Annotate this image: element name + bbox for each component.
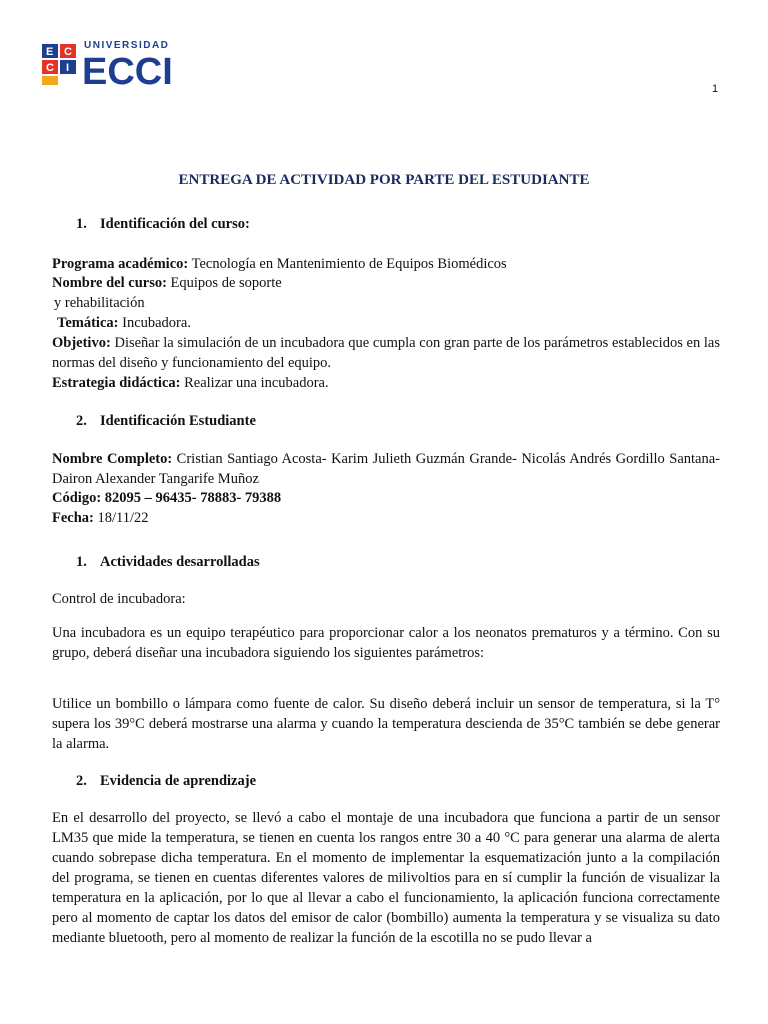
fecha-line <box>52 508 149 528</box>
programa-line <box>52 254 507 274</box>
nombre-completo-paragraph <box>52 449 720 489</box>
svg-text:I: I <box>66 62 70 74</box>
section-number: 1. <box>76 216 87 232</box>
section-title: Identificación del curso: <box>100 216 250 232</box>
document-title: ENTREGA DE ACTIVIDAD POR PARTE DEL ESTUDIANTE <box>178 172 590 188</box>
field-label: Temática: <box>57 315 119 331</box>
section-heading-3 <box>76 552 260 572</box>
section-title: Evidencia de aprendizaje <box>100 773 257 789</box>
page-number: 1 <box>712 83 719 95</box>
paragraph-incubadora: Una incubadora es un equipo terapéutico para proporcionar calor a los neonatos prematuros y a término. Con su grupo, deberá diseñar una incubadora siguiendo los siguientes parámetros: <box>52 625 720 661</box>
svg-text:C: C <box>46 62 54 74</box>
nombre-curso-continued: y rehabilitación <box>54 295 145 311</box>
field-value: Incubadora. <box>118 315 191 331</box>
estrategia-line <box>52 373 329 393</box>
objetivo-paragraph <box>52 333 720 373</box>
field-value: Realizar una incubadora. <box>180 375 329 391</box>
section-heading-2 <box>76 411 256 431</box>
section-number: 2. <box>76 773 87 789</box>
svg-text:C: C <box>64 46 72 58</box>
field-label: Nombre Completo: <box>52 451 173 467</box>
field-value: Tecnología en Mantenimiento de Equipos Biomédicos <box>188 256 507 272</box>
tematica-line <box>57 313 191 333</box>
field-value: 18/11/22 <box>93 510 149 526</box>
svg-text:E: E <box>46 46 54 58</box>
logo-block-accent <box>42 76 58 85</box>
field-value: Equipos de soporte <box>166 275 282 291</box>
codigo-line: Código: 82095 – 96435- 78883- 79388 <box>52 490 282 506</box>
field-label: Nombre del curso: <box>52 275 167 291</box>
paragraph-evidencia: En el desarrollo del proyecto, se llevó a cabo el montaje de una incubadora que funciona a partir de un sensor LM35 que mide la temperatura, se tienen en cuenta los rangos entre 30 a 40 °C para generar una alarma de alerta cuando sobrepase dicha temperatura. En el momento de implementar la esquematización junto a la compilación del programa, se tienen en cuentas diferentes valores de milivoltios para en sí cumplir la función de visualizar la temperatura en la aplicación, por lo que al llevar a cabo el funcionamiento, la aplicación funciona correctamente pero al momento de captar los datos del emisor de calor (bombillo) aumenta la temperatura y se visualiza su dato mediante bluetooth, pero al momento de realizar la función de la escotilla no se pudo llevar a <box>52 810 720 946</box>
paragraph-control: Control de incubadora: <box>52 591 186 607</box>
field-label: Estrategia didáctica: <box>52 375 181 391</box>
nombre-curso-line <box>52 273 282 293</box>
university-logo <box>42 38 212 88</box>
field-label: Objetivo: <box>52 335 111 351</box>
field-label: Fecha: <box>52 510 94 526</box>
section-heading-1 <box>76 214 250 234</box>
section-heading-4 <box>76 771 256 791</box>
field-label: Programa académico: <box>52 256 189 272</box>
svg-text:UNIVERSIDAD: UNIVERSIDAD <box>84 40 170 51</box>
section-number: 1. <box>76 554 87 570</box>
field-value: Cristian Santiago Acosta- Karim Julieth Guzmán Grande- Nicolás Andrés Gordillo Santana- Dairon Alexander Tangarife Muñoz <box>52 451 721 487</box>
section-title: Actividades desarrolladas <box>100 554 260 570</box>
section-title: Identificación Estudiante <box>100 413 256 429</box>
svg-text:ECCI: ECCI <box>82 51 173 88</box>
section-number: 2. <box>76 413 87 429</box>
paragraph-parametros: Utilice un bombillo o lámpara como fuente de calor. Su diseño deberá incluir un sensor de temperatura, si la T° supera los 39°C deberá mostrarse una alarma y cuando la temperatura descienda de 35°C también se debe generar la alarma. <box>52 696 720 752</box>
field-value: Diseñar la simulación de un incubadora que cumpla con gran parte de los parámetros establecidos en las normas del diseño y funcionamiento del equipo. <box>52 335 720 371</box>
